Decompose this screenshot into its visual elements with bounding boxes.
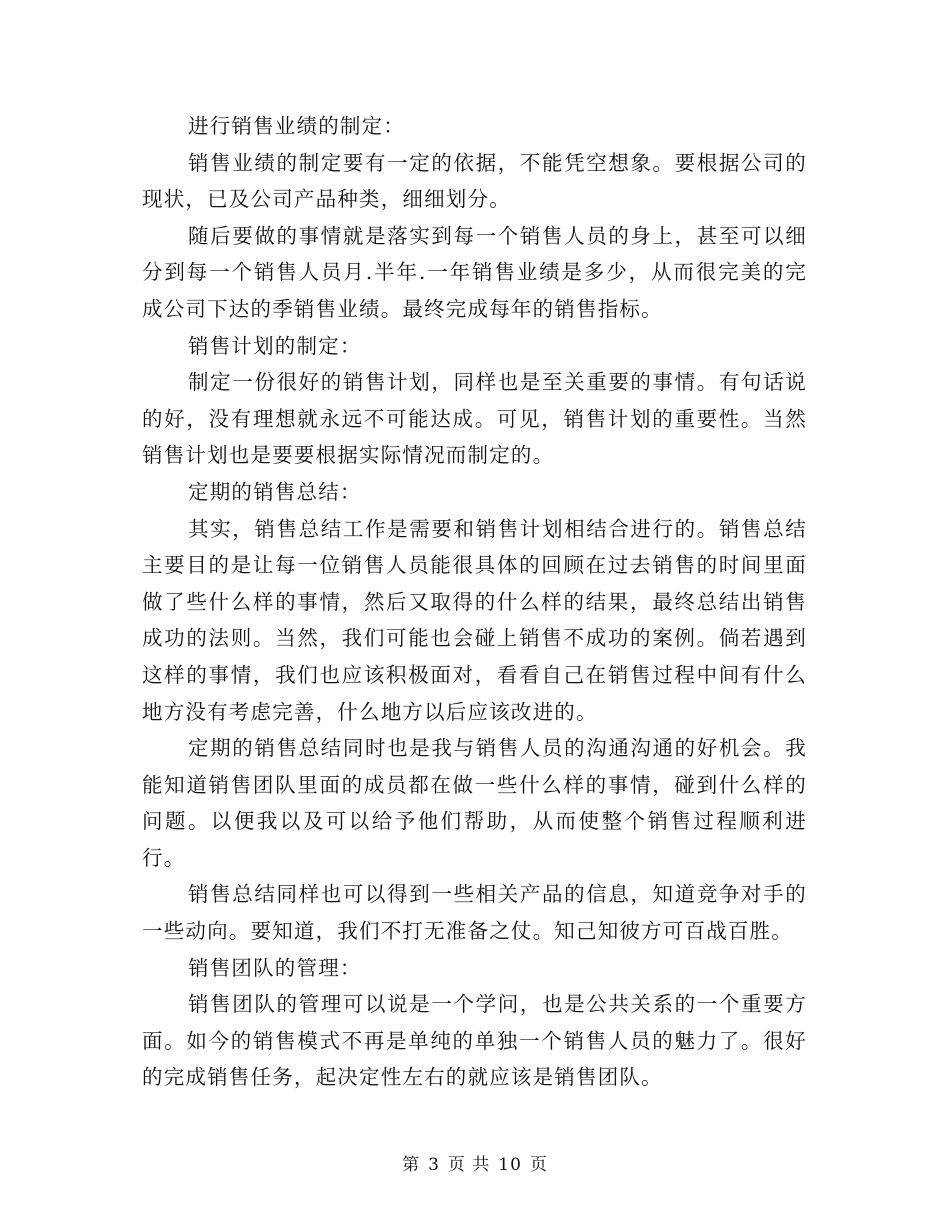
page-number: 3 — [428, 1155, 440, 1175]
paragraph: 销售业绩的制定要有一定的依据，不能凭空想象。要根据公司的现状，已及公司产品种类，细细划分。 — [142, 150, 807, 212]
paragraph-heading-sales-performance: 进行销售业绩的制定： — [188, 114, 405, 138]
footer-prefix: 第 — [402, 1155, 421, 1175]
page-footer — [0, 1150, 950, 1175]
paragraph: 销售总结同样也可以得到一些相关产品的信息，知道竞争对手的一些动向。要知道，我们不打无准备之仗。知己知彼方可百战百胜。 — [142, 882, 807, 944]
paragraph: 随后要做的事情就是落实到每一个销售人员的身上，甚至可以细分到每一个销售人员月.半年.一年销售业绩是多少，从而很完美的完成公司下达的季销售业绩。最终完成每年的销售指标。 — [142, 223, 807, 321]
paragraph-heading-team-management: 销售团队的管理： — [188, 955, 362, 980]
paragraph-heading-sales-summary: 定期的销售总结： — [188, 479, 362, 504]
document-body — [142, 108, 807, 1096]
paragraph: 其实，销售总结工作是需要和销售计划相结合进行的。销售总结主要目的是让每一位销售人员能很具体的回顾在过去销售的时间里面做了些什么样的事情，然后又取得的什么样的结果，最终总结出销售成功的法则。当然，我们可能也会碰上销售不成功的案例。倘若遇到这样的事情，我们也应该积极面对，看看自己在销售过程中间有什么地方没有考虑完善，什么地方以后应该改进的。 — [142, 516, 807, 724]
footer-suffix: 页 — [529, 1155, 548, 1175]
paragraph: 制定一份很好的销售计划，同样也是至关重要的事情。有句话说的好，没有理想就永远不可能达成。可见，销售计划的重要性。当然销售计划也是要要根据实际情况而制定的。 — [142, 370, 807, 468]
footer-middle: 页 共 — [447, 1155, 491, 1175]
total-pages: 10 — [498, 1155, 522, 1175]
paragraph: 定期的销售总结同时也是我与销售人员的沟通沟通的好机会。我能知道销售团队里面的成员都在做一些什么样的事情，碰到什么样的问题。以便我以及可以给予他们帮助，从而使整个销售过程顺利进行。 — [142, 736, 807, 870]
paragraph: 销售团队的管理可以说是一个学问，也是公共关系的一个重要方面。如今的销售模式不再是单纯的单独一个销售人员的魅力了。很好的完成销售任务，起决定性左右的就应该是销售团队。 — [142, 992, 807, 1090]
paragraph-heading-sales-plan: 销售计划的制定： — [188, 333, 362, 358]
